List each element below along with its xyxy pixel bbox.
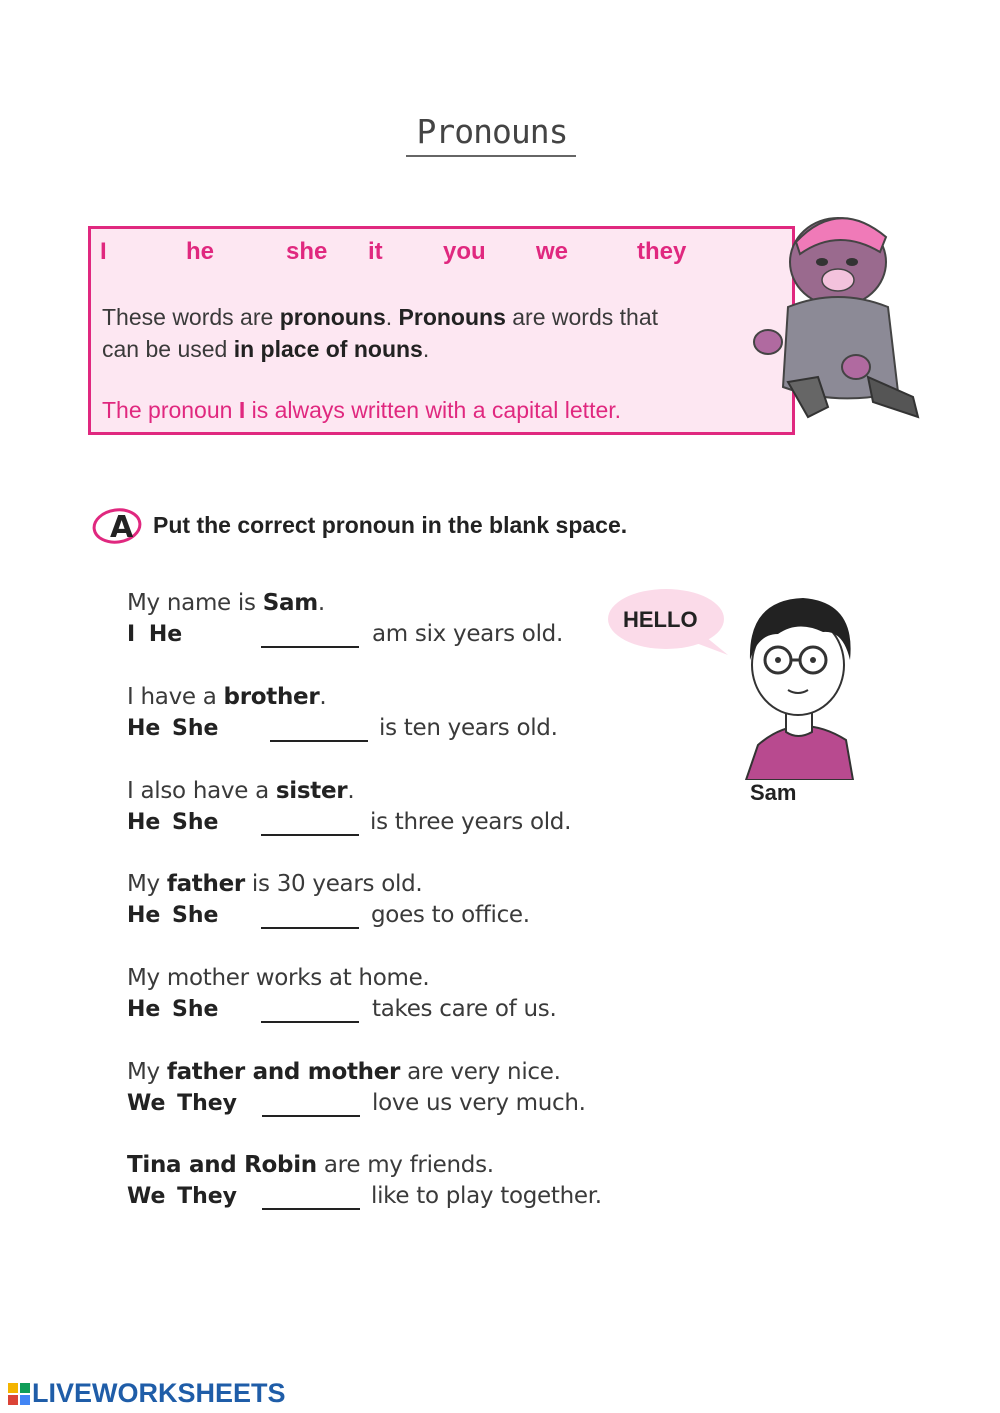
info-text-line: These words are pronouns. Pronouns are words that — [102, 304, 659, 330]
answer-blank[interactable] — [261, 834, 359, 836]
info-text-line: can be used in place of nouns. — [102, 336, 430, 362]
pronoun-word: she — [286, 238, 328, 265]
sentence-rest: am six years old. — [372, 621, 563, 647]
sentence-rest: is ten years old. — [379, 715, 558, 741]
exercise-badge — [92, 507, 142, 545]
sam-illustration — [728, 590, 868, 780]
bear-illustration — [748, 192, 923, 427]
sentence-rest: love us very much. — [372, 1090, 586, 1116]
pronoun-word: you — [443, 238, 486, 265]
exercise-letter: A — [110, 510, 134, 545]
answer-blank[interactable] — [261, 646, 359, 648]
sentence-rest: like to play together. — [371, 1183, 602, 1209]
exercise-sentence: Tina and Robin are my friends. — [127, 1152, 494, 1178]
illustration-caption: Sam — [750, 780, 797, 805]
exercise-sentence: I have a brother. — [127, 684, 327, 710]
sentence-rest: is three years old. — [370, 809, 572, 835]
pronoun-word: it — [368, 238, 383, 265]
exercise-sentence: My mother works at home. — [127, 965, 430, 991]
answer-blank[interactable] — [270, 740, 368, 742]
exercise-sentence: My father is 30 years old. — [127, 871, 423, 897]
pronoun-word: they — [637, 238, 687, 265]
sentence-rest: takes care of us. — [372, 996, 557, 1022]
answer-blank[interactable] — [262, 1208, 360, 1210]
exercise-sentence: My father and mother are very nice. — [127, 1059, 561, 1085]
liveworksheets-logo-icon — [8, 1383, 30, 1407]
capital-letter-rule: The pronoun I is always written with a capital letter. — [102, 397, 622, 423]
exercise-sentence: My name is Sam. — [127, 590, 325, 616]
speech-text: HELLO — [623, 607, 698, 632]
sentence-rest: goes to office. — [371, 902, 530, 928]
pronoun-word: he — [186, 238, 215, 265]
page-title: Pronouns — [416, 112, 568, 151]
title-underline — [406, 155, 576, 157]
pronoun-choices: He She — [127, 810, 219, 835]
pronoun-choices: We They — [127, 1184, 237, 1209]
pronoun-choices: He She — [127, 997, 219, 1022]
pronoun-choices: We They — [127, 1091, 237, 1116]
liveworksheets-logo-text[interactable]: LIVEWORKSHEETS — [32, 1378, 286, 1408]
exercise-sentence: I also have a sister. — [127, 778, 355, 804]
answer-blank[interactable] — [261, 927, 359, 929]
pronoun-word: I — [100, 238, 107, 265]
pronoun-choices: He She — [127, 903, 219, 928]
pronoun-word: we — [536, 238, 569, 265]
pronoun-choices: I He — [127, 622, 183, 647]
answer-blank[interactable] — [262, 1115, 360, 1117]
answer-blank[interactable] — [261, 1021, 359, 1023]
exercise-heading: Put the correct pronoun in the blank space. — [153, 512, 628, 538]
pronoun-choices: He She — [127, 716, 219, 741]
